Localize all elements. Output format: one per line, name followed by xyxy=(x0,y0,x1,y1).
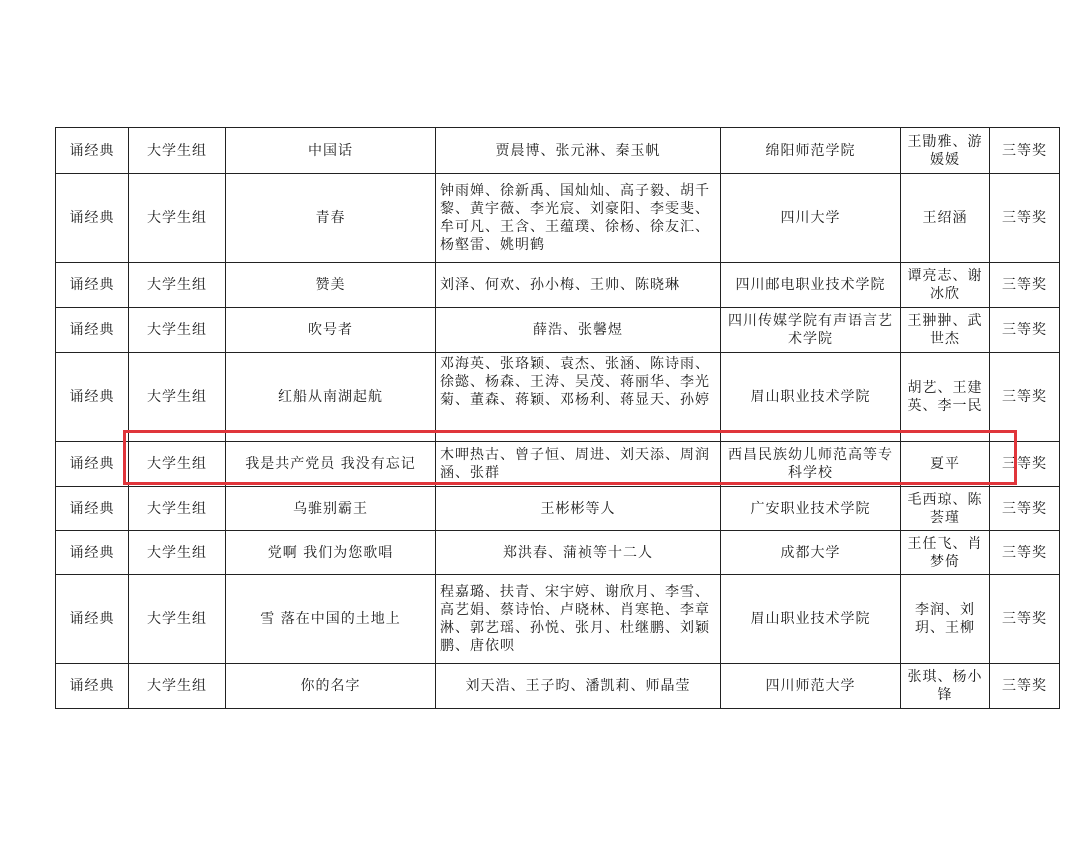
title-cell: 吹号者 xyxy=(226,308,436,353)
table-row xyxy=(56,487,1060,531)
teacher-cell: 张琪、杨小锋 xyxy=(901,664,990,709)
table-row xyxy=(56,128,1060,174)
title-cell: 中国话 xyxy=(226,128,436,174)
awards-table xyxy=(55,127,1060,709)
table-row xyxy=(56,308,1060,353)
school-cell: 四川师范大学 xyxy=(721,664,901,709)
category-cell: 诵经典 xyxy=(56,487,129,531)
table-row xyxy=(56,174,1060,263)
members-cell xyxy=(436,353,721,442)
members-cell xyxy=(436,487,721,531)
school-cell: 四川邮电职业技术学院 xyxy=(721,263,901,308)
group-cell: 大学生组 xyxy=(129,353,226,442)
table-row xyxy=(56,263,1060,308)
title-cell: 雪 落在中国的土地上 xyxy=(226,575,436,664)
school-cell: 眉山职业技术学院 xyxy=(721,353,901,442)
school-cell: 广安职业技术学院 xyxy=(721,487,901,531)
members-cell xyxy=(436,664,721,709)
members-cell xyxy=(436,308,721,353)
table-row xyxy=(56,664,1060,709)
category-cell: 诵经典 xyxy=(56,128,129,174)
category-cell: 诵经典 xyxy=(56,531,129,575)
teacher-cell: 王勖雅、游媛媛 xyxy=(901,128,990,174)
award-cell: 三等奖 xyxy=(990,263,1060,308)
teacher-cell: 谭亮志、谢冰欣 xyxy=(901,263,990,308)
group-cell: 大学生组 xyxy=(129,531,226,575)
award-cell: 三等奖 xyxy=(990,531,1060,575)
table-row xyxy=(56,531,1060,575)
title-cell: 赞美 xyxy=(226,263,436,308)
award-cell: 三等奖 xyxy=(990,353,1060,442)
category-cell: 诵经典 xyxy=(56,263,129,308)
school-cell: 眉山职业技术学院 xyxy=(721,575,901,664)
teacher-cell: 毛西琼、陈荟瑾 xyxy=(901,487,990,531)
members-cell xyxy=(436,174,721,263)
members-text: 钟雨婵、徐新禹、国灿灿、高子毅、胡千黎、黄宇薇、李光宸、刘豪阳、李雯斐、牟可凡、王含、王蕴璞、徐杨、徐友汇、杨壑雷、姚明鹤 xyxy=(440,183,710,253)
category-cell: 诵经典 xyxy=(56,353,129,442)
teacher-cell: 王绍涵 xyxy=(901,174,990,263)
group-cell: 大学生组 xyxy=(129,174,226,263)
members-text: 刘天浩、王子昀、潘凯莉、师晶莹 xyxy=(465,678,691,694)
award-cell: 三等奖 xyxy=(990,174,1060,263)
award-cell: 三等奖 xyxy=(990,442,1060,487)
members-text: 程嘉璐、扶青、宋宇婷、谢欣月、李雪、高艺娟、蔡诗怡、卢晓林、肖寒艳、李章淋、郭艺瑶、孙悦、张月、杜继鹏、刘颖鹏、唐依呗 xyxy=(440,584,710,654)
members-text: 贾晨博、张元淋、秦玉帆 xyxy=(495,142,661,159)
members-text: 邓海英、张珞颖、袁杰、张涵、陈诗雨、徐懿、杨森、王涛、吴茂、蒋丽华、李光菊、董森、蒋颖、邓杨利、蒋显天、孙婷 xyxy=(440,356,710,408)
teacher-cell: 王任飞、肖梦倚 xyxy=(901,531,990,575)
members-text: 薛浩、张馨煜 xyxy=(533,322,623,338)
award-cell: 三等奖 xyxy=(990,487,1060,531)
title-cell: 青春 xyxy=(226,174,436,263)
group-cell: 大学生组 xyxy=(129,487,226,531)
school-cell: 成都大学 xyxy=(721,531,901,575)
members-text: 木呷热古、曾子恒、周进、刘天添、周润涵、张群 xyxy=(440,447,710,481)
teacher-cell: 夏平 xyxy=(901,442,990,487)
title-cell: 党啊 我们为您歌唱 xyxy=(226,531,436,575)
award-cell: 三等奖 xyxy=(990,575,1060,664)
group-cell: 大学生组 xyxy=(129,263,226,308)
table-row-highlighted xyxy=(56,442,1060,487)
group-cell: 大学生组 xyxy=(129,442,226,487)
teacher-cell: 王翀翀、武世杰 xyxy=(901,308,990,353)
award-cell: 三等奖 xyxy=(990,128,1060,174)
members-text: 王彬彬等人 xyxy=(540,500,616,517)
category-cell: 诵经典 xyxy=(56,308,129,353)
category-cell: 诵经典 xyxy=(56,575,129,664)
school-cell: 四川传媒学院有声语言艺术学院 xyxy=(721,308,901,353)
award-cell: 三等奖 xyxy=(990,664,1060,709)
school-cell: 绵阳师范学院 xyxy=(721,128,901,174)
group-cell: 大学生组 xyxy=(129,664,226,709)
school-cell: 西昌民族幼儿师范高等专科学校 xyxy=(721,442,901,487)
table-row xyxy=(56,575,1060,664)
award-cell: 三等奖 xyxy=(990,308,1060,353)
teacher-cell: 胡艺、王建英、李一民 xyxy=(901,353,990,442)
title-cell: 我是共产党员 我没有忘记 xyxy=(226,442,436,487)
members-cell xyxy=(436,442,721,487)
title-cell: 乌骓别霸王 xyxy=(226,487,436,531)
members-cell xyxy=(436,531,721,575)
group-cell: 大学生组 xyxy=(129,575,226,664)
group-cell: 大学生组 xyxy=(129,308,226,353)
members-cell xyxy=(436,575,721,664)
group-cell: 大学生组 xyxy=(129,128,226,174)
teacher-cell: 李润、刘玥、王柳 xyxy=(901,575,990,664)
category-cell: 诵经典 xyxy=(56,664,129,709)
members-text: 郑洪春、蒲祯等十二人 xyxy=(503,544,653,561)
category-cell: 诵经典 xyxy=(56,442,129,487)
members-text: 刘泽、何欢、孙小梅、王帅、陈晓琳 xyxy=(440,277,680,293)
title-cell: 你的名字 xyxy=(226,664,436,709)
school-cell: 四川大学 xyxy=(721,174,901,263)
title-cell: 红船从南湖起航 xyxy=(226,353,436,442)
category-cell: 诵经典 xyxy=(56,174,129,263)
members-cell xyxy=(436,263,721,308)
members-cell xyxy=(436,128,721,174)
table-row xyxy=(56,353,1060,442)
